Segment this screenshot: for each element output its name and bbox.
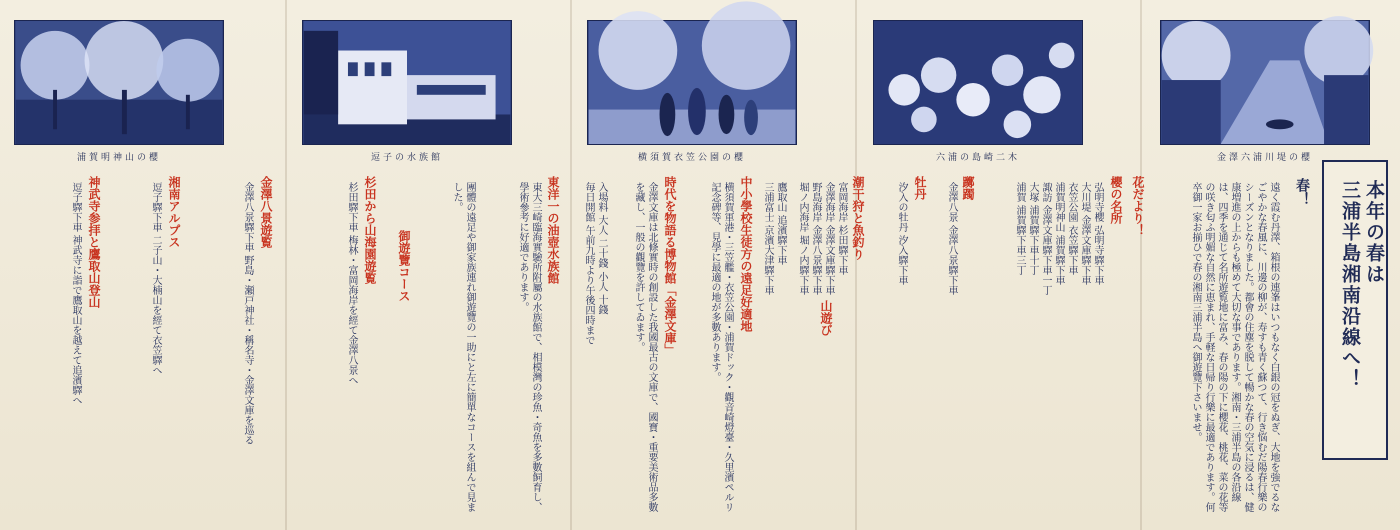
hakkei-text: 金澤八景驛下車 野島・瀬戸神社・稱名寺・金澤文庫を巡る bbox=[242, 182, 253, 446]
museum-info: 入場料 大人 二十錢 小人 十錢 毎日開館 午前九時より午後四時まで bbox=[583, 182, 607, 346]
hakkei-heading: 金澤八景遊覧 bbox=[259, 176, 273, 248]
course-heading: 御遊覽コース bbox=[397, 230, 411, 302]
photo-caption: 横須賀衣笠公園の櫻 bbox=[637, 153, 746, 163]
museum-heading: 時代を物語る博物館「金澤文庫」 bbox=[663, 176, 677, 356]
sugita-heading: 杉田から山海園遊覧 bbox=[363, 176, 377, 284]
aquarium-heading: 東洋一の油壺水族館 bbox=[546, 176, 560, 284]
aquarium-text: 東大三崎臨海實驗所附屬の水族館で、相模灣の珍魚・奇魚を多數飼育し、學術參考に好適であります。 bbox=[517, 182, 541, 512]
azalea-heading: 躑躅 bbox=[961, 176, 975, 200]
photo-peony-flowers bbox=[873, 20, 1083, 145]
shrine-heading: 神武寺参拝と鷹取山登山 bbox=[87, 176, 101, 308]
azalea-list: 金澤八景 金澤八景驛下車 bbox=[946, 182, 957, 296]
sakura-list: 弘明寺櫻 弘明寺驛下車 大川堤 金澤文庫驛下車 衣笠公園 衣笠驛下車 浦賀明神山 浦賀驛下車 諏訪 金澤文庫驛下車一丁 大塚 浦賀驛下車十丁 浦賀 浦賀驛下車三丁 bbox=[1014, 182, 1103, 296]
photo-caption: 金澤六浦川堤の櫻 bbox=[1216, 153, 1313, 163]
cover-title-line1: 本年の春は bbox=[1363, 180, 1385, 285]
intro-text: 遠く霞む丹澤、箱根の連峯はいつもなく白銀の冠をぬぎ、大地を強でるなごやかな春風に、川邊の柳が、寿すも青く蘇つて、行き悩むだ陽春行樂のシーズンとなりました。都會の住塵を脱して暢かな春の空気に浸るは、健康増進の上からも極めて大切な事であります。湘南・三浦半島の各沿線は、四季を通じて名所遊覧地に富み、春の陽の下に櫻花、桃花、菜の花等の咲き匂ふ明媚な自然に恵まれ、手軽な日帰り行樂に最適であります。何卒御一家お揃ひで春の湘南三浦半島へ御遊覽下さいませ。 bbox=[1190, 182, 1279, 512]
cover-title bbox=[1338, 180, 1386, 390]
photo-river-bank bbox=[1160, 20, 1370, 145]
peony-list: 汐入の牡丹 汐入驛下車 bbox=[896, 182, 907, 286]
shellfish-list: 富岡海岸 杉田驛下車 金澤海岸 金澤文庫驛下車 野島海岸 金澤八景驛下車 堀ノ内海岸 堀ノ内驛下車 bbox=[797, 182, 847, 296]
spring-flowers-heading: 花だより！ bbox=[1131, 176, 1145, 236]
peony-heading: 牡丹 bbox=[913, 176, 927, 200]
photo-park-crowd bbox=[587, 20, 797, 145]
fold-line bbox=[570, 0, 572, 530]
photo-caption: 六浦の島崎二木 bbox=[935, 153, 1020, 163]
shellfish-heading: 潮干狩と魚釣り bbox=[851, 176, 865, 260]
photo-aquarium-building bbox=[302, 20, 512, 145]
fold-line bbox=[285, 0, 287, 530]
cover-subtitle: 春！ bbox=[1294, 178, 1310, 206]
course-text: 團體の遠足や御家族連れ御遊覽の一助にと左に簡單なコースを組んで見ました。 bbox=[451, 182, 475, 512]
hiking-list: 鷹取山 追濱驛下車 三浦富士 京濱大津驛下車 bbox=[762, 182, 786, 296]
museum-text: 金澤文庫は北條實時の創設した我國最古の文庫で、國寶・重要美術品多數を藏し、一般の觀覽を許してゐます。 bbox=[633, 182, 657, 512]
school-heading: 中小學校生徒方の遠足好適地 bbox=[739, 176, 753, 332]
shonan-heading: 湘南アルプス bbox=[167, 176, 181, 248]
shonan-text: 逗子驛下車 二子山・大楠山を經て衣笠驛へ bbox=[150, 182, 161, 376]
photo-caption: 浦賀明神山の櫻 bbox=[76, 153, 161, 163]
sugita-text: 杉田驛下車 梅林・富岡海岸を經て金澤八景へ bbox=[346, 182, 357, 386]
school-text: 横須賀軍港・三笠艦・衣笠公園・浦賀ドック・觀音崎燈臺・久里濱ペルリ記念碑等、見學に最適の地が多數あります。 bbox=[709, 182, 733, 512]
sakura-heading: 櫻の名所 bbox=[1109, 176, 1123, 224]
photo-caption: 逗子の水族館 bbox=[370, 153, 443, 163]
cover-title-line2: 三浦半島湘南沿線へ！ bbox=[1339, 180, 1361, 390]
photo-sakura-trees bbox=[14, 20, 224, 145]
hiking-heading: 山遊び bbox=[819, 300, 833, 336]
shrine-text: 逗子驛下車 神武寺に詣で鷹取山を越えて追濱驛へ bbox=[70, 182, 81, 406]
